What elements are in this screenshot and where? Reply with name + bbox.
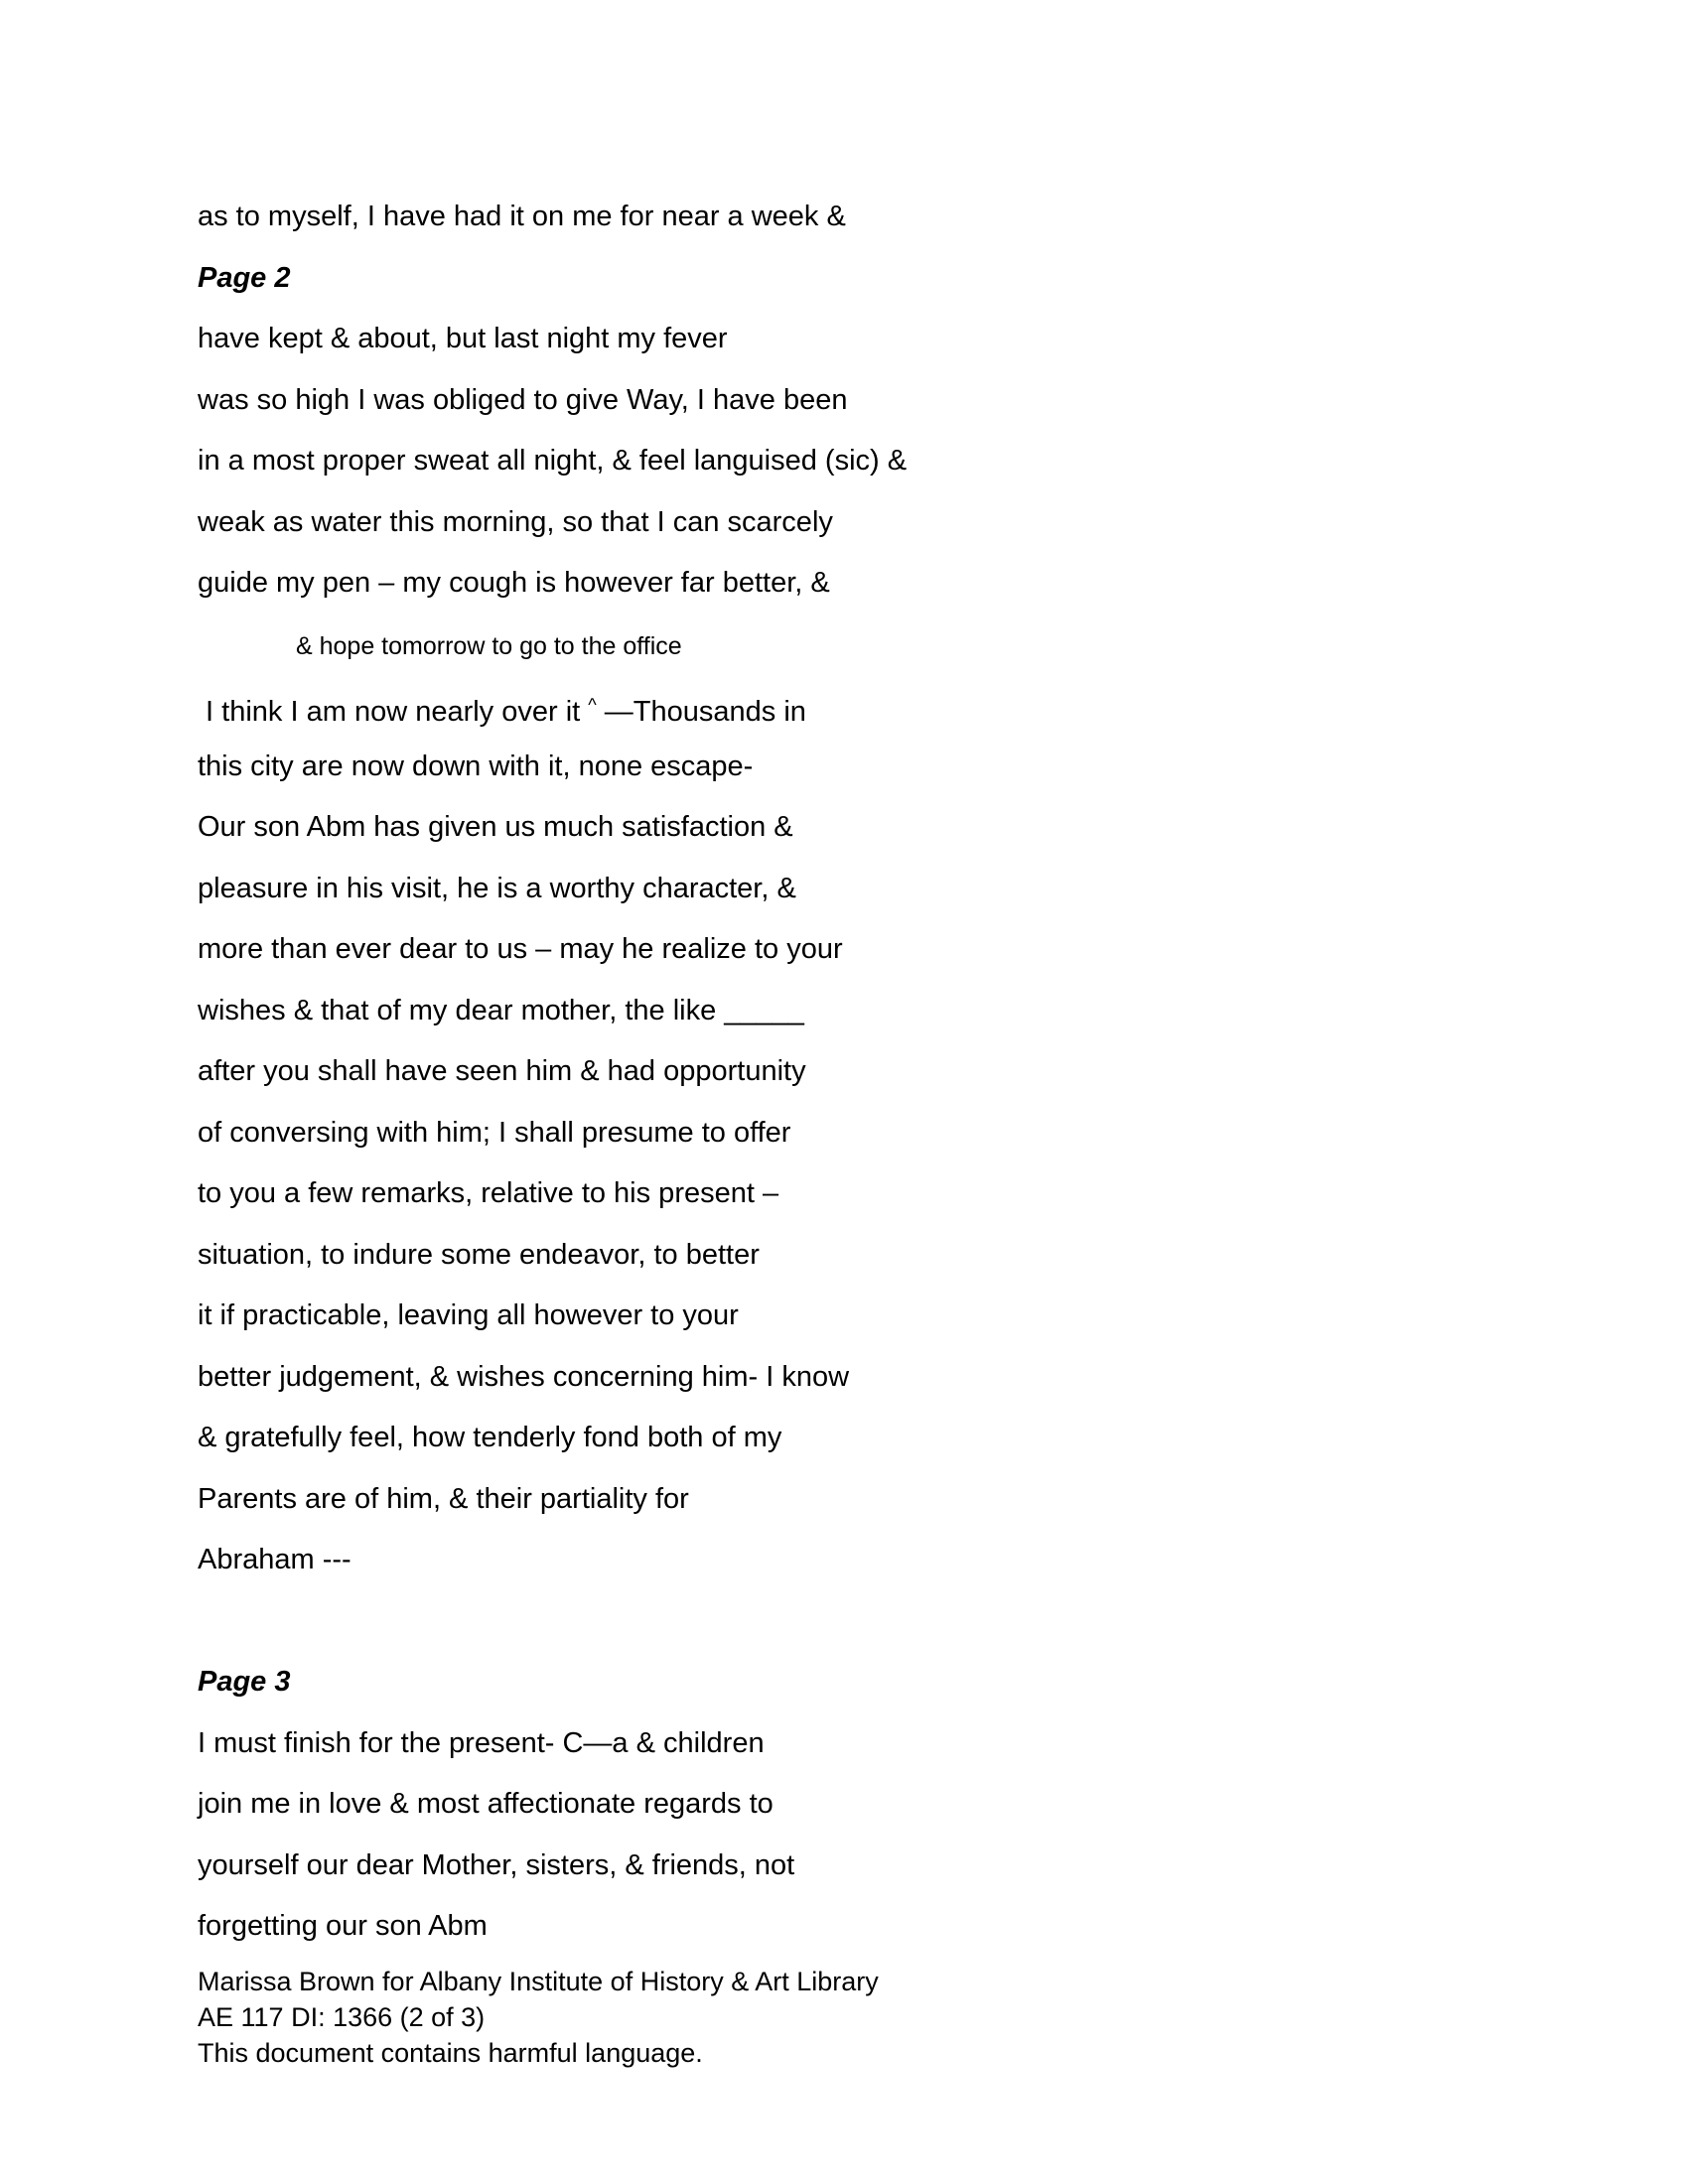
text-line: of conversing with him; I shall presume to offer xyxy=(198,1117,791,1149)
footer-reference: AE 117 DI: 1366 (2 of 3) xyxy=(198,2002,486,2032)
text-line: this city are now down with it, none escape- xyxy=(198,751,754,782)
text-line: as to myself, I have had it on me for near a week & xyxy=(198,201,846,232)
text-line: guide my pen – my cough is however far better, & xyxy=(198,567,830,599)
text-line: wishes & that of my dear mother, the like _____ xyxy=(198,995,804,1026)
text-line: it if practicable, leaving all however to your xyxy=(198,1299,739,1331)
interlinear-insertion: & hope tomorrow to go to the office xyxy=(296,632,682,660)
text-line: pleasure in his visit, he is a worthy character, & xyxy=(198,873,796,904)
text-line: better judgement, & wishes concerning him- I know xyxy=(198,1361,850,1393)
text-line: Parents are of him, & their partiality for xyxy=(198,1483,689,1515)
caret-mark: ^ xyxy=(588,695,597,715)
page-3-heading: Page 3 xyxy=(198,1666,291,1698)
text-line: I must finish for the present- C—a & children xyxy=(198,1727,765,1759)
page-2-heading: Page 2 xyxy=(198,262,291,294)
text-segment: —Thousands in xyxy=(596,696,806,728)
footer-warning: This document contains harmful language. xyxy=(198,2038,703,2068)
text-line: & gratefully feel, how tenderly fond both of my xyxy=(198,1422,782,1453)
text-line: situation, to indure some endeavor, to better xyxy=(198,1239,760,1271)
text-line: after you shall have seen him & had opportunity xyxy=(198,1055,806,1087)
caret-text-line xyxy=(198,687,806,730)
text-line: forgetting our son Abm xyxy=(198,1910,488,1942)
text-line: join me in love & most affectionate regards to xyxy=(198,1788,774,1820)
text-line: Abraham --- xyxy=(198,1544,352,1575)
text-line: Our son Abm has given us much satisfaction & xyxy=(198,811,793,843)
text-line: more than ever dear to us – may he realize to your xyxy=(198,933,843,965)
text-line: to you a few remarks, relative to his present – xyxy=(198,1177,779,1209)
footer-credit: Marissa Brown for Albany Institute of History & Art Library xyxy=(198,1967,879,1996)
text-line: weak as water this morning, so that I can scarcely xyxy=(198,506,833,538)
text-line: in a most proper sweat all night, & feel languised (sic) & xyxy=(198,445,908,477)
text-line: yourself our dear Mother, sisters, & friends, not xyxy=(198,1849,795,1881)
text-line: was so high I was obliged to give Way, I have been xyxy=(198,384,848,416)
text-line: have kept & about, but last night my fever xyxy=(198,323,728,354)
text-segment: I think I am now nearly over it xyxy=(198,696,589,728)
